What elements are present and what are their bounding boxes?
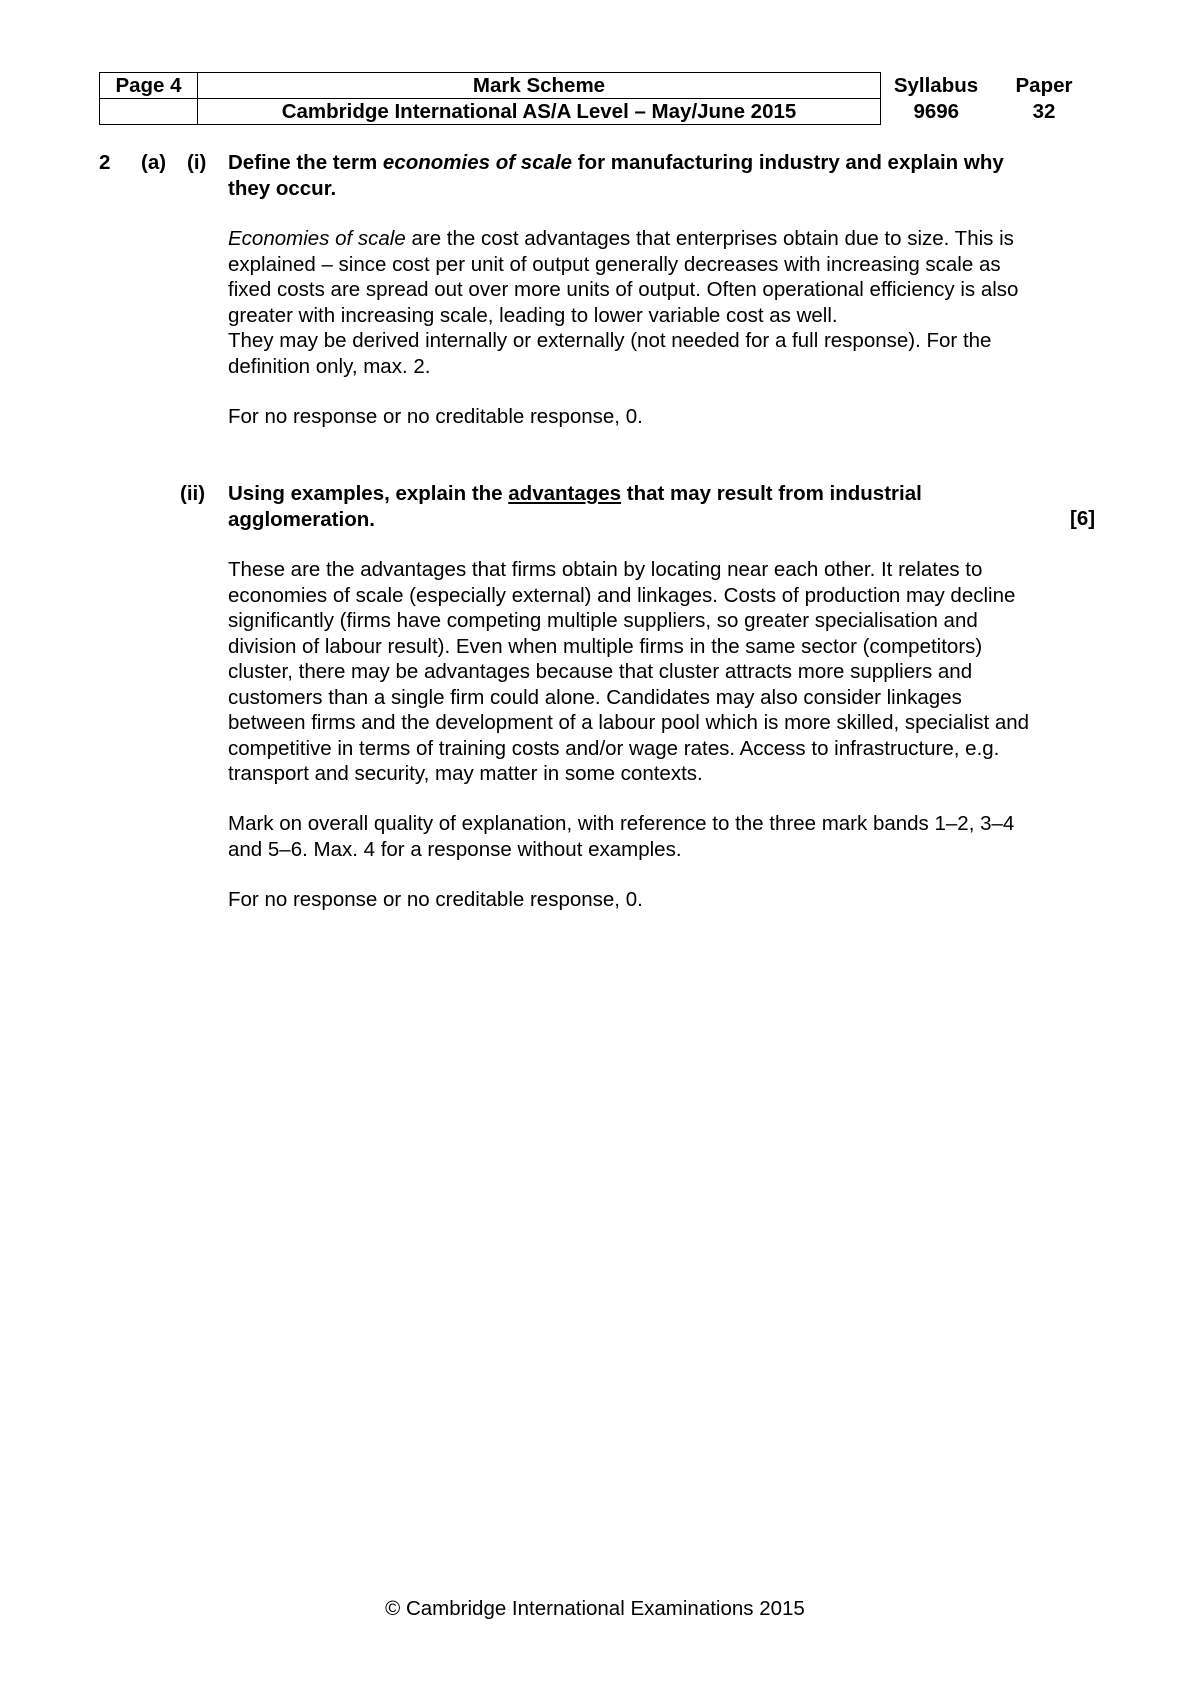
syllabus-label: Syllabus	[893, 73, 979, 97]
page-number: Page 4	[100, 73, 198, 99]
answer-text-i: Economies of scale are the cost advantages that enterprises obtain due to size. This is explained – since cost per unit of output generally decreases with increasing scale as fixed costs are spread out over more units of output. Often operational efficiency is also greater with increasing scale, leading to lower variable cost as well. They may be derived internally or externally (not needed for a full response). For the definition only, max. 2.	[228, 227, 1019, 378]
copyright-footer: © Cambridge International Examinations 2015	[385, 1597, 805, 1620]
question-subpart-ii: (ii)	[180, 482, 206, 505]
marking-guidance: Mark on overall quality of explanation, with reference to the three mark bands 1–2, 3–4 and 5–6. Max. 4 for a response without examples.	[228, 812, 1015, 861]
no-response-i: For no response or no creditable response, 0.	[228, 405, 643, 428]
header-title: Mark Scheme	[198, 73, 881, 99]
question-text-ii: Using examples, explain the advantages that may result from industrial agglomeration.	[228, 482, 922, 531]
question-subpart-i: (i)	[187, 151, 207, 174]
no-response-ii: For no response or no creditable response, 0.	[228, 888, 643, 911]
question-term: economies of scale	[382, 151, 573, 174]
paper-label: Paper	[1015, 73, 1073, 97]
header-subtitle: Cambridge International AS/A Level – May/June 2015	[198, 99, 881, 125]
question-marks: [6]	[1070, 507, 1096, 530]
paper-value: 32	[1032, 99, 1056, 123]
page-cell-empty	[100, 99, 198, 125]
answer-term: Economies of scale	[228, 227, 406, 250]
syllabus-value: 9696	[913, 99, 960, 123]
question-text-i: Define the term economies of scale for manufacturing industry and explain why they occur.	[228, 151, 1004, 200]
question-number: 2	[99, 151, 111, 174]
header-table	[99, 72, 1097, 125]
question-part: (a)	[141, 151, 167, 174]
answer-text-ii: These are the advantages that firms obtain by locating near each other. It relates to economies of scale (especially external) and linkages. Costs of production may decline significantly (firms have competing multiple suppliers, so greater specialisation and division of labour result). Even when multiple firms in the same sector (competitors) cluster, there may be advantages because that cluster attracts more suppliers and customers than a single firm could alone. Candidates may also consider linkages between firms and the development of a labour pool which is more skilled, specialist and competitive in terms of training costs and/or wage rates. Access to infrastructure, e.g. transport and security, may matter in some contexts.	[228, 558, 1030, 785]
question-underlined: advantages	[508, 482, 622, 505]
